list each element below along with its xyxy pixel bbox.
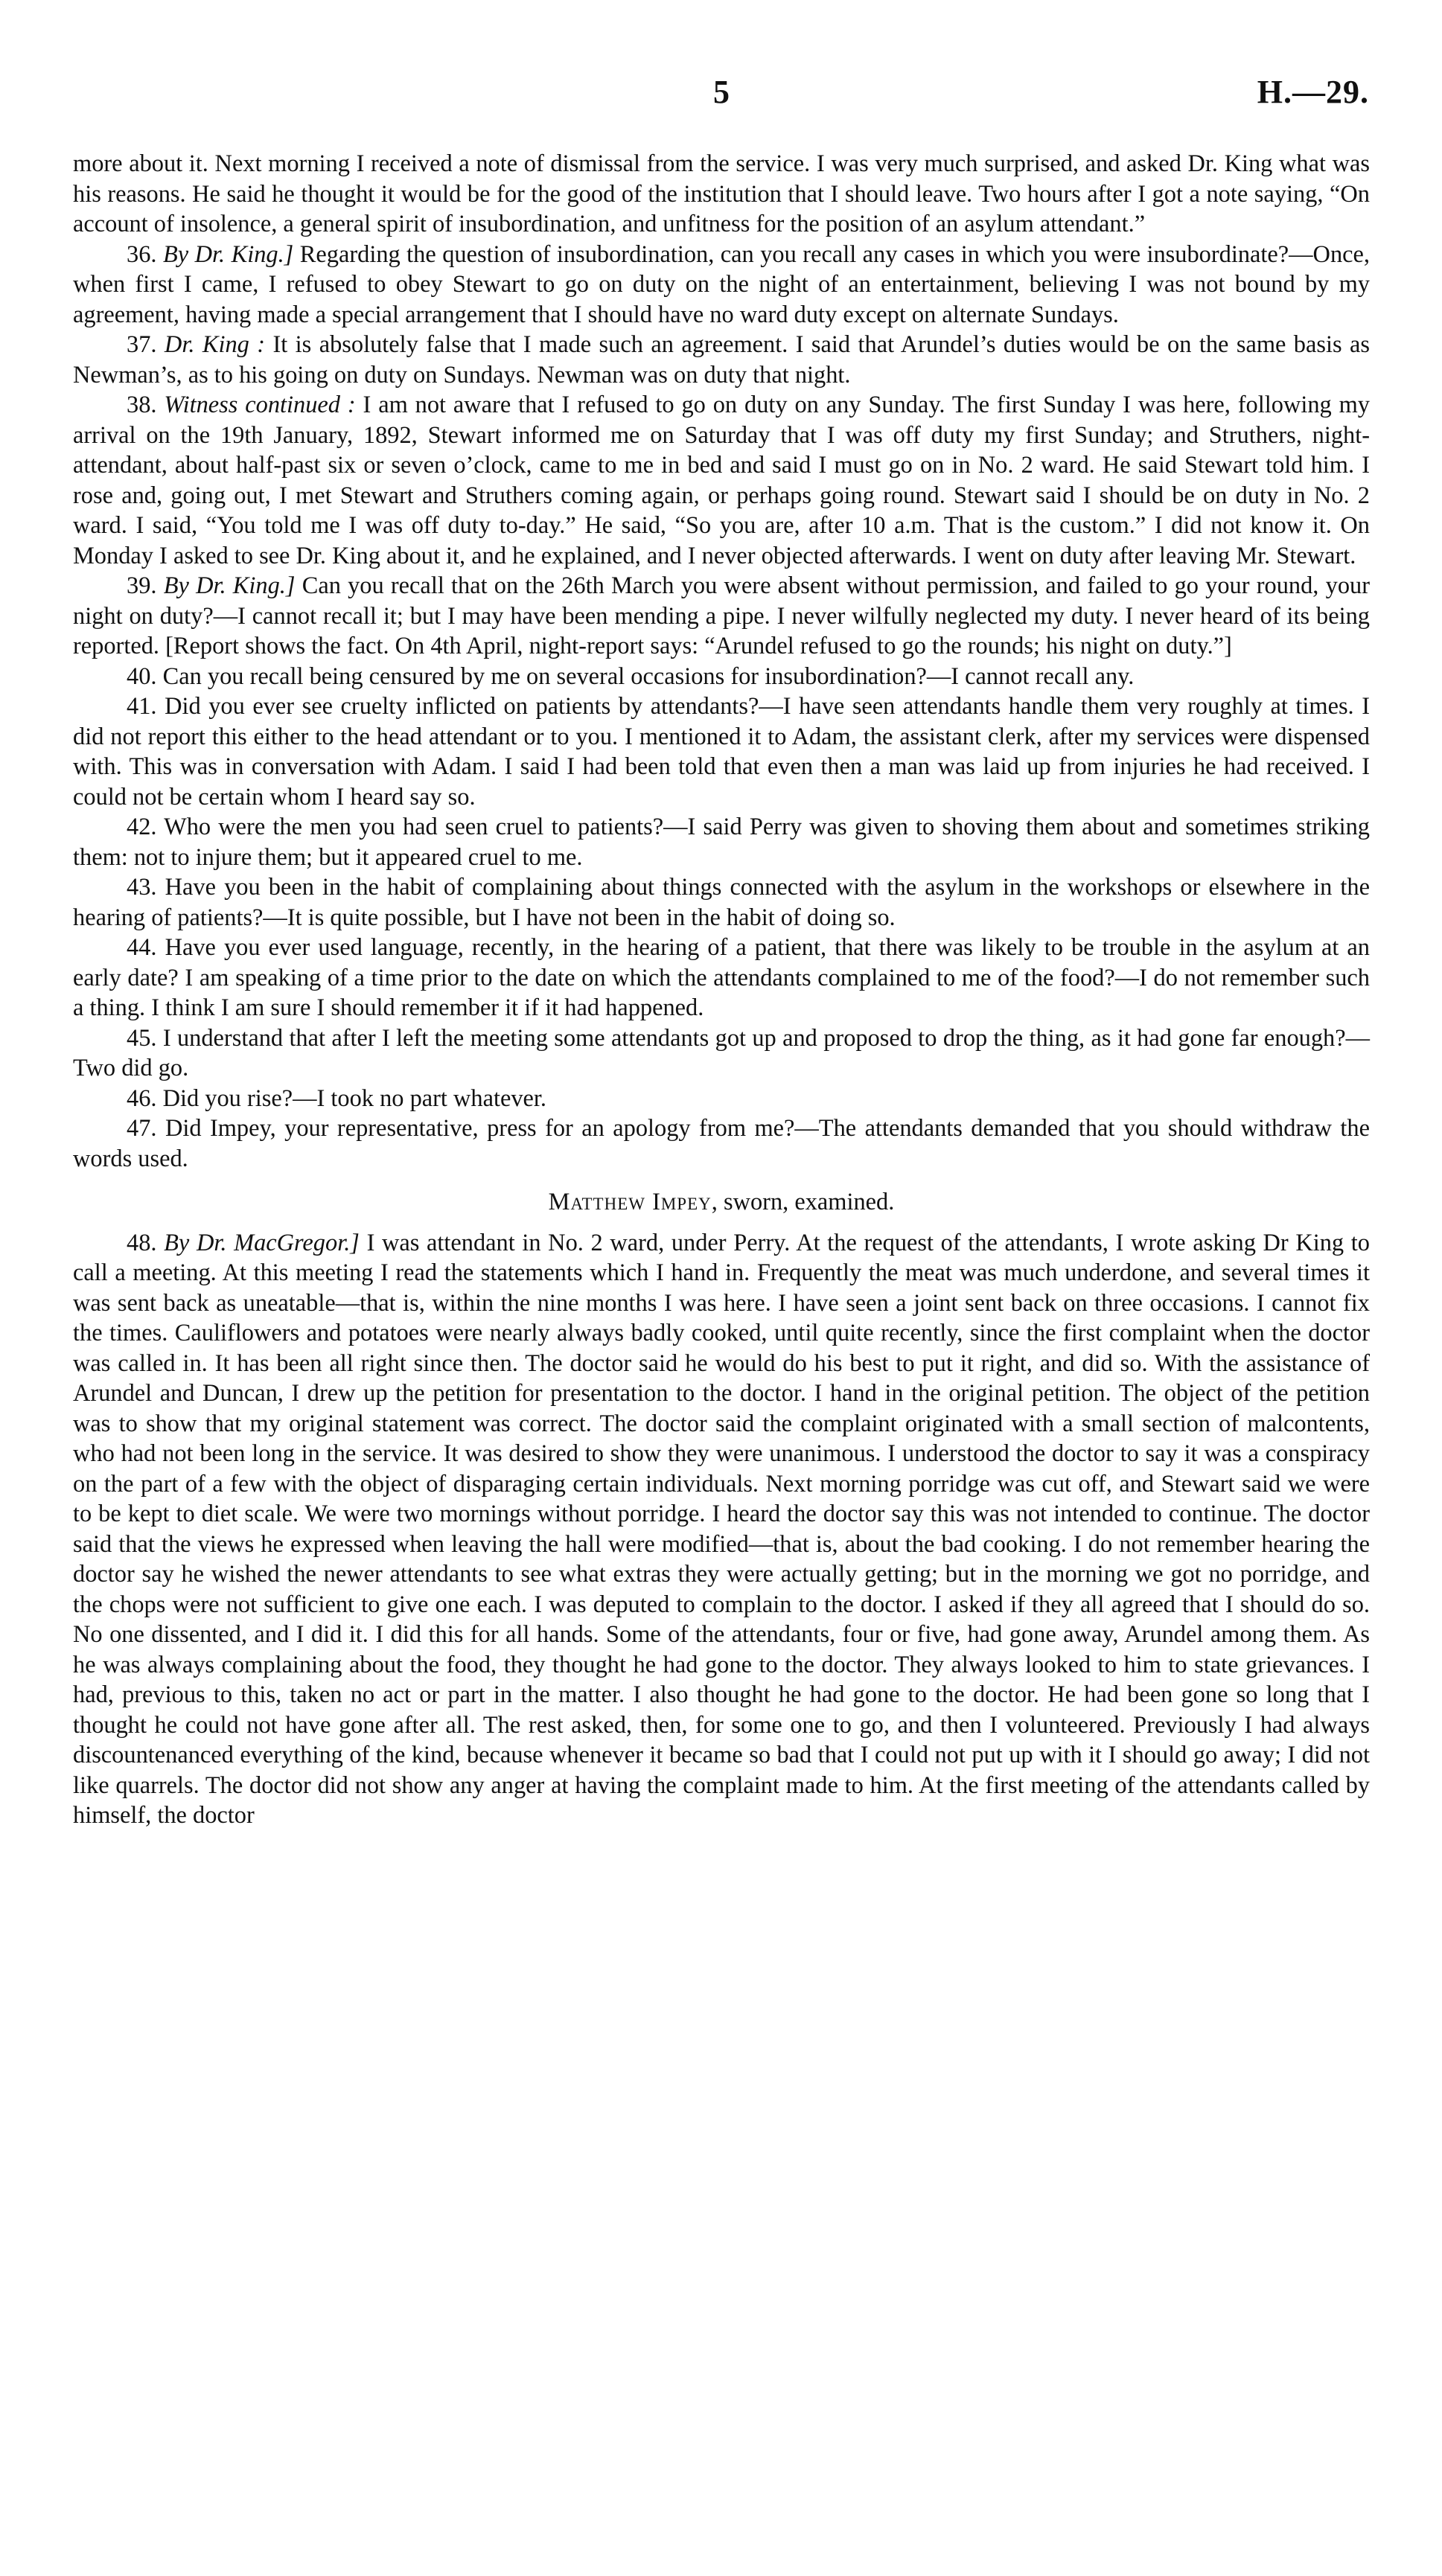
- paragraph-text: I was attendant in No. 2 ward, under Perry. At the request of the attendants, I wrote asking Dr King to call a meeting. At this meeting I read the statements which I hand in. Frequently the meat was much underdone, and several times it was sent back as uneatable—that is, within the nine months I was here. I have seen a joint sent back on three occasions. I cannot fix the times. Cauliflowers and potatoes were nearly always badly cooked, until quite recently, since the first complaint when the doctor was called in. It has been all right since then. The doctor said he would do his best to put it right, and did so. With the assistance of Arundel and Duncan, I drew up the petition for presentation to the doctor. I hand in the original petition. The object of the petition was to show that my original statement was correct. The doctor said the complaint originated with a small section of malcontents, who had not been long in the service. It was desired to show they were unanimous. I understood the doctor to say it was a conspiracy on the part of a few with the object of disparaging certain individuals. Next morning porridge was cut off, and Stewart said we were to be kept to diet scale. We were two mornings without porridge. I heard the doctor say this was not intended to continue. The doctor said that the views he expressed when leaving the hall were modified—that is, about the bad cooking. I do not remember hearing the doctor say he wished the newer attendants to see what extras they were actually getting; but in the morning we got no porridge, and the chops were not sufficient to give one each. I was deputed to complain to the doctor. I asked if they all agreed that I should do so. No one dissented, and I did it. I did this for all hands. Some of the attendants, four or five, had gone away, Arundel among them. As he was always complaining about the food, they thought he had gone to the doctor. They always looked to him to state grievances. I had, previous to this, taken no act or part in the matter. I also thought he had gone to the doctor. He had been gone so long that I thought he could not have gone after all. The rest asked, then, for some one to go, and then I volunteered. Previously I had always discountenanced everything of the kind, because whenever it became so bad that I could not put up with it I should go away; I did not like quarrels. The doctor did not show any anger at having the complaint made to him. At the first meeting of the attendants called by himself, the doctor: [73, 1229, 1370, 1829]
- question-number: 38.: [127, 391, 157, 418]
- question-number: 37.: [127, 331, 157, 358]
- witness-heading: [73, 1187, 1370, 1218]
- paragraph-47: [73, 1113, 1370, 1174]
- question-number: 48.: [127, 1229, 157, 1256]
- paragraph-text: Have you ever used language, recently, in the hearing of a patient, that there was likely to be trouble in the asylum at an early date? I am speaking of a time prior to the date on which the attendants complained to me of the food?—I do not remember such a thing. I think I am sure I should remember it if it had happened.: [73, 934, 1370, 1021]
- paragraph-46: [73, 1084, 1370, 1114]
- paragraph-text: Can you recall being censured by me on several occasions for insubordination?—I cannot recall any.: [162, 662, 1135, 690]
- witness-heading-rest: , sworn, examined.: [711, 1189, 895, 1215]
- paragraph-38: [73, 390, 1370, 571]
- paragraph-42: [73, 812, 1370, 872]
- question-number: 42.: [127, 814, 157, 840]
- question-number: 43.: [127, 874, 157, 901]
- paragraph-text: I understand that after I left the meeting some attendants got up and proposed to drop the thing, as it had gone far enough?—Two did go.: [73, 1024, 1370, 1081]
- paragraph-40: [73, 662, 1370, 692]
- question-number: 44.: [127, 934, 157, 961]
- paragraph-36: [73, 240, 1370, 330]
- witness-name: Matthew Impey: [548, 1189, 712, 1215]
- paragraph-text: Regarding the question of insubordination, can you recall any cases in which you were insubordinate?—Once, when first I came, I refused to obey Stewart to go on duty on the night of an entertainment, believing I was not bound by my agreement, having made a special arrangement that I should have no ward duty except on alternate Sundays.: [73, 240, 1370, 328]
- paragraph-text: Did you rise?—I took no part whatever.: [162, 1084, 547, 1112]
- paragraph-text: Have you been in the habit of complaining about things connected with the asylum in the workshops or elsewhere in the hearing of patients?—It is quite possible, but I have not been in the habit of doing so.: [73, 874, 1370, 931]
- paragraph-text: It is absolutely false that I made such an agreement. I said that Arundel’s duties would be on the same basis as Newman’s, as to his going on duty on Sundays. Newman was on duty that night.: [73, 331, 1370, 389]
- question-number: 36.: [127, 240, 157, 268]
- question-number: 46.: [127, 1084, 157, 1112]
- paragraph-continued: [73, 149, 1370, 240]
- paragraph-text: Did Impey, your representative, press for an apology from me?—The attendants demanded that you should withdraw the words used.: [73, 1115, 1370, 1172]
- body-text: [73, 149, 1370, 1831]
- paragraph-39: [73, 571, 1370, 662]
- speaker: By Dr. MacGregor.]: [164, 1229, 360, 1256]
- paragraph-37: [73, 330, 1370, 390]
- speaker: Witness continued :: [164, 391, 356, 418]
- question-number: 45.: [127, 1024, 157, 1052]
- paragraph-41: [73, 691, 1370, 812]
- running-head: [0, 73, 1442, 118]
- paragraph-text: I am not aware that I refused to go on duty on any Sunday. The first Sunday I was here, following my arrival on the 19th January, 1892, Stewart informed me on Saturday that I was off duty my first Sunday; and Struthers, night-attendant, about half-past six or seven o’clock, came to me in bed and said I must go on in No. 2 ward. He said Stewart told him. I rose and, going out, I met Stewart and Struthers coming again, or perhaps going round. Stewart said I should be on duty in No. 2 ward. I said, “You told me I was off duty to-day.” He said, “So you are, after 10 a.m. That is the custom.” I did not know it. On Monday I asked to see Dr. King about it, and he explained, and I never objected afterwards. I went on duty after leaving Mr. Stewart.: [73, 391, 1370, 569]
- speaker: By Dr. King.]: [163, 572, 296, 599]
- paragraph-text: Can you recall that on the 26th March you were absent without permission, and failed to go your round, your night on duty?—I cannot recall it; but I may have been mending a pipe. I never wilfully neglected my duty. I never heard of its being reported. [Report shows the fact. On 4th April, night-report says: “Arundel refused to go the rounds; his night on duty.”]: [73, 572, 1370, 659]
- document-reference: H.—29.: [1257, 74, 1369, 110]
- paragraph-text: Who were the men you had seen cruel to patients?—I said Perry was given to shoving them about and sometimes striking them: not to injure them; but it appeared cruel to me.: [73, 814, 1371, 871]
- question-number: 40.: [127, 662, 157, 690]
- page-number: 5: [713, 74, 730, 110]
- speaker: Dr. King :: [164, 331, 266, 358]
- paragraph-44: [73, 933, 1370, 1023]
- question-number: 39.: [127, 572, 157, 599]
- paragraph-text: more about it. Next morning I received a note of dismissal from the service. I was very much surprised, and asked Dr. King what was his reasons. He said he thought it would be for the good of the institution that I should leave. Two hours after I got a note saying, “On account of insolence, a general spirit of insubordination, and unfitness for the position of an asylum attendant.”: [73, 150, 1370, 237]
- paragraph-text: Did you ever see cruelty inflicted on patients by attendants?—I have seen attendants handle them very roughly at times. I did not report this either to the head attendant or to you. I mentioned it to Adam, the assistant clerk, after my services were dispensed with. This was in conversation with Adam. I said I had been told that even then a man was laid up from injuries he had received. I could not be certain whom I heard say so.: [73, 693, 1370, 811]
- paragraph-45: [73, 1023, 1370, 1084]
- question-number: 47.: [127, 1115, 157, 1142]
- question-number: 41.: [127, 693, 157, 720]
- paragraph-43: [73, 872, 1370, 933]
- paragraph-48: [73, 1228, 1370, 1831]
- speaker: By Dr. King.]: [162, 240, 294, 268]
